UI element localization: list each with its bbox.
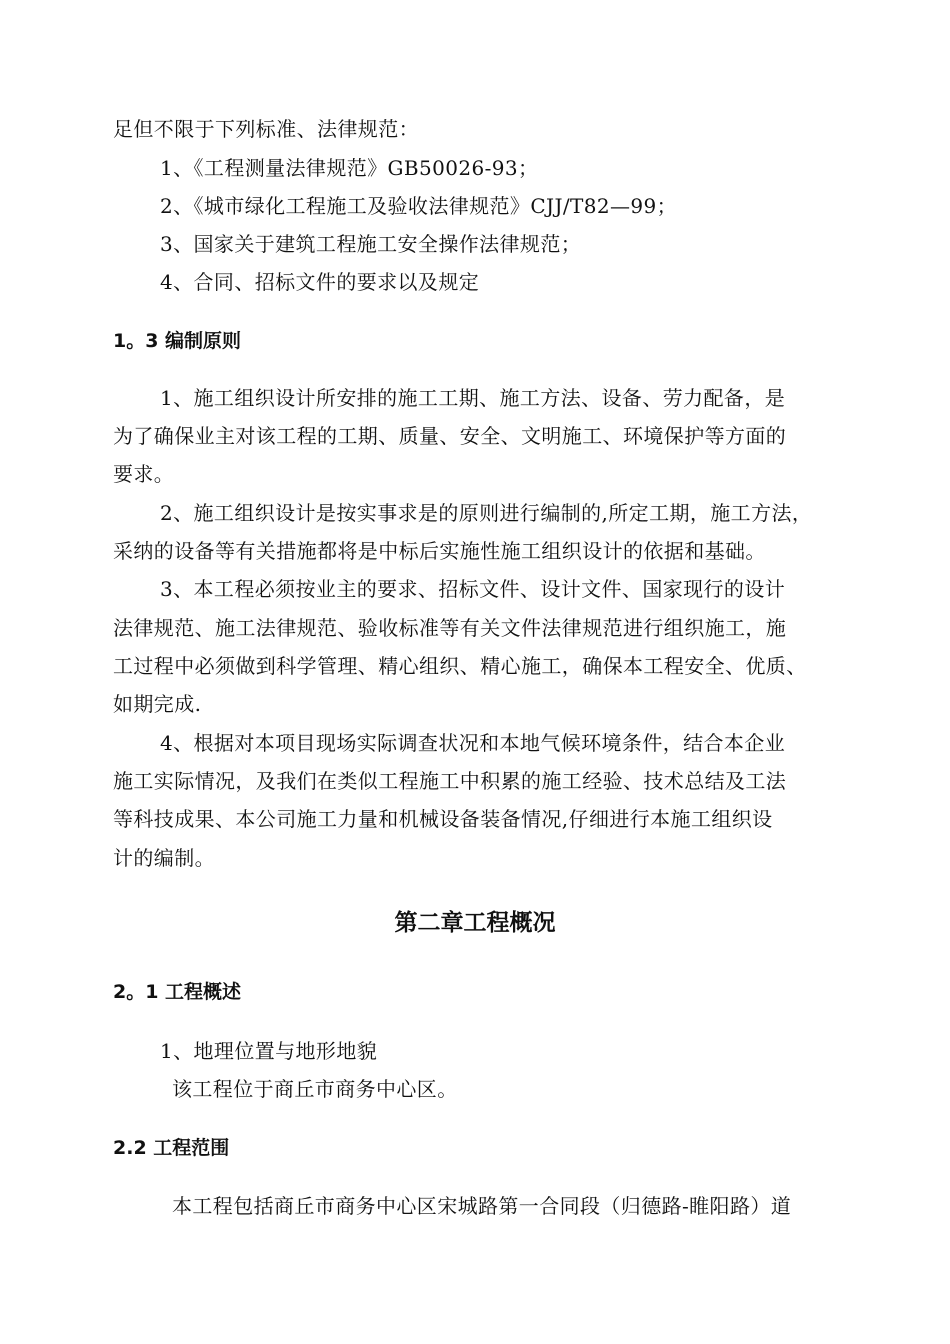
principle-line: 工过程中必须做到科学管理、精心组织、精心施工，确保本工程安全、优质、	[113, 654, 807, 678]
principle-line: 如期完成.	[113, 692, 202, 716]
standard-item-2: 2、《城市绿化工程施工及验收法律规范》CJJ/T82—99；	[160, 194, 678, 218]
standard-item-3: 3、国家关于建筑工程施工安全操作法律规范；	[160, 232, 582, 256]
principle-line: 采纳的设备等有关措施都将是中标后实施性施工组织设计的依据和基础。	[113, 539, 766, 563]
scope-line: 本工程包括商丘市商务中心区宋城路第一合同段（归德路-睢阳路）道	[172, 1194, 792, 1218]
section-heading-2-2: 2.2 工程范围	[113, 1137, 230, 1159]
principle-line: 2、施工组织设计是按实事求是的原则进行编制的,所定工期，施工方法，	[160, 501, 813, 525]
principle-line: 法律规范、施工法律规范、验收标准等有关文件法律规范进行组织施工，施	[113, 616, 787, 640]
overview-line: 该工程位于商丘市商务中心区。	[172, 1077, 458, 1101]
principle-line: 施工实际情况，及我们在类似工程施工中积累的施工经验、技术总结及工法	[113, 769, 787, 793]
principle-line: 4、根据对本项目现场实际调查状况和本地气候环境条件，结合本企业	[160, 731, 786, 755]
principle-line: 要求。	[113, 462, 175, 486]
principle-line: 为了确保业主对该工程的工期、质量、安全、文明施工、环境保护等方面的	[113, 424, 787, 448]
principle-line: 3、本工程必须按业主的要求、招标文件、设计文件、国家现行的设计	[160, 577, 786, 601]
principle-line: 计的编制。	[113, 846, 215, 870]
principle-line: 1、施工组织设计所安排的施工工期、施工方法、设备、劳力配备，是	[160, 386, 786, 410]
standard-item-1: 1、《工程测量法律规范》GB50026-93；	[160, 156, 539, 180]
section-heading-2-1: 2。1 工程概述	[113, 981, 242, 1003]
chapter-title: 第二章工程概况	[394, 910, 556, 936]
overview-line: 1、地理位置与地形地貌	[160, 1039, 378, 1063]
intro-lead: 足但不限于下列标准、法律规范：	[113, 117, 419, 141]
principle-line: 等科技成果、本公司施工力量和机械设备装备情况,仔细进行本施工组织设	[113, 807, 773, 831]
standard-item-4: 4、合同、招标文件的要求以及规定	[160, 270, 480, 294]
section-heading-1-3: 1。3 编制原则	[113, 330, 242, 352]
